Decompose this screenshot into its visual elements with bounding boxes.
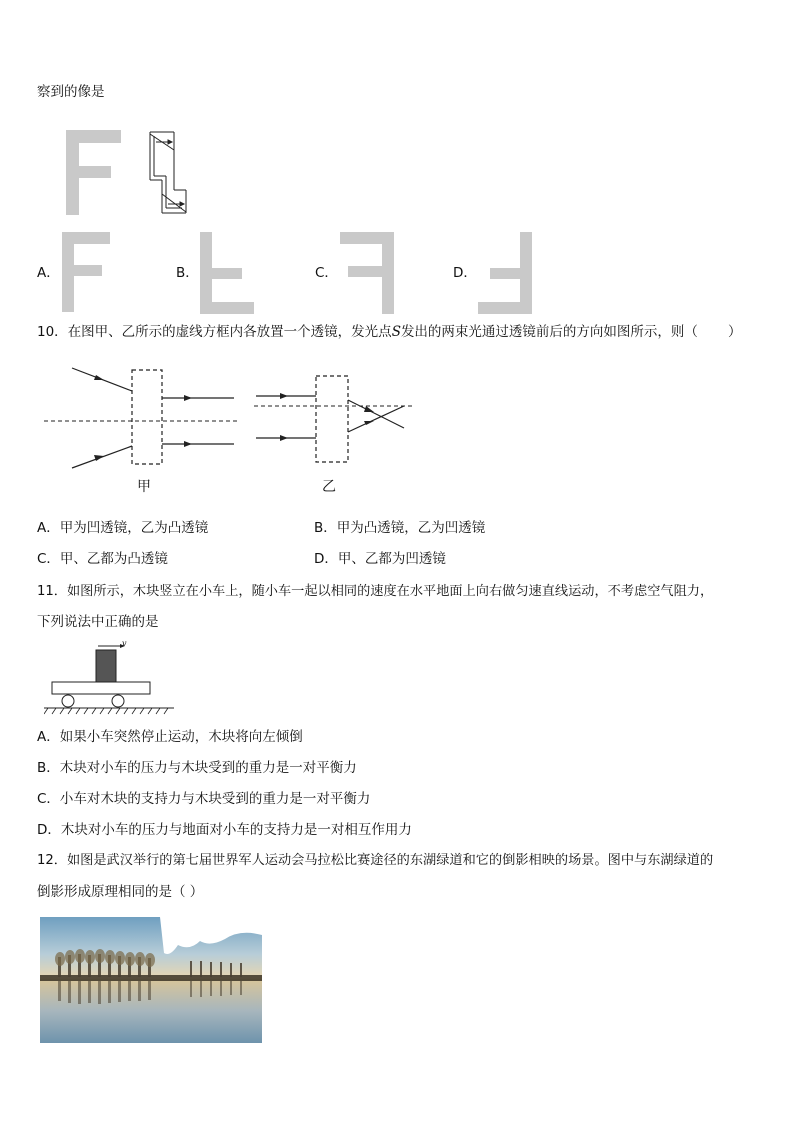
q9-option-d-image <box>478 232 533 314</box>
q10-option-c: C．甲、乙都为凸透镜 <box>37 551 168 567</box>
q10-point-label: S <box>391 324 401 340</box>
q11-velocity-label: v <box>122 639 127 648</box>
q11-option-a: A．如果小车突然停止运动，木块将向左倾倒 <box>37 729 303 745</box>
letter-f-figure <box>66 130 126 215</box>
q11-option-b: B．木块对小车的压力与木块受到的重力是一对平衡力 <box>37 760 357 776</box>
q11-option-c: C．小车对木块的支持力与木块受到的重力是一对平衡力 <box>37 791 371 807</box>
q10-option-b: B．甲为凸透镜，乙为凹透镜 <box>314 520 486 536</box>
q9-option-c-label: C． <box>315 265 338 281</box>
q9-option-a-label: A． <box>37 265 60 281</box>
q11-stem-line2: 下列说法中正确的是 <box>37 614 159 630</box>
q9-option-d-label: D． <box>453 265 477 281</box>
q9-option-a-image <box>62 232 112 312</box>
q11-cart-diagram <box>44 640 179 718</box>
q10-stem <box>37 323 741 341</box>
q10-option-a: A．甲为凹透镜，乙为凸透镜 <box>37 520 209 536</box>
q10-figure-label-yi: 乙 <box>322 479 336 495</box>
q10-lens-diagram <box>44 358 424 503</box>
periscope-diagram <box>146 130 194 215</box>
q10-stem-close: ） <box>727 324 742 340</box>
q12-stem-line1: 12．如图是武汉举行的第七届世界军人运动会马拉松比赛途径的东湖绿道和它的倒影相映的场景。图中与东湖绿道的 <box>37 853 714 868</box>
q9-option-b-label: B． <box>176 265 199 281</box>
east-lake-reflection-photo <box>40 917 262 1043</box>
q10-stem-part2: 发出的两束光通过透镜前后的方向如图所示，则（ <box>400 324 698 340</box>
q10-option-d: D．甲、乙都为凹透镜 <box>314 551 446 567</box>
q11-option-d: D．木块对小车的压力与地面对小车的支持力是一对相互作用力 <box>37 822 412 838</box>
q9-option-b-image <box>200 232 255 314</box>
q10-stem-part1: 在图甲、乙所示的虚线方框内各放置一个透镜，发光点 <box>67 324 392 340</box>
q10-figure-label-jia: 甲 <box>137 479 151 495</box>
q9-stem-tail: 察到的像是 <box>37 84 105 100</box>
q12-stem-line2: 倒影形成原理相同的是（ ） <box>37 884 204 900</box>
q10-number: 10． <box>37 324 68 340</box>
q11-stem-line1: 11．如图所示，木块竖立在小车上，随小车一起以相同的速度在水平地面上向右做匀速直线运动，不考虑空气阻力， <box>37 584 714 599</box>
q9-option-c-image <box>340 232 395 314</box>
